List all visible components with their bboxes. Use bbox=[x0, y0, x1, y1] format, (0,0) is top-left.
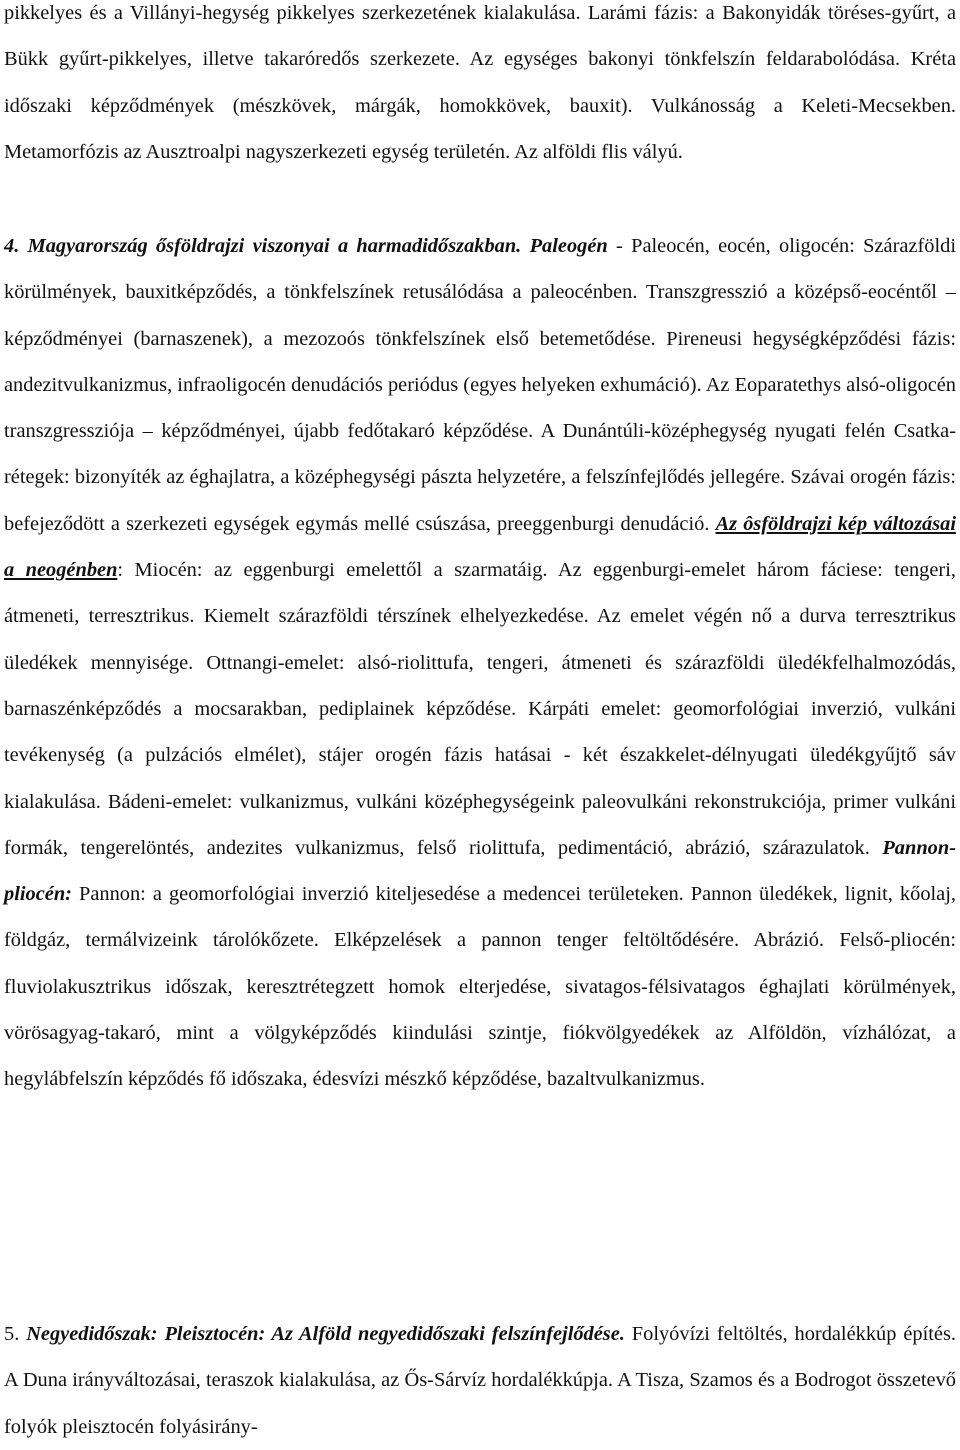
neogen-heading: Az ôsföldrajzi kép változásai a neogénben bbox=[4, 512, 957, 582]
paleogen-text: - Paleocén, eocén, oligocén: Szárazföldi körülmények, bauxitképződés, a tönkfelszínek retusálódása a paleocénben. Transzgresszió a középső-eocéntől – képződményei (barnaszenek), a mezozoós tönkfelszínek első betemetődése. Pireneusi hegységképződési fázis: andezitvulkanizmus, infraoligocén denudációs periódus (egyes helyeken exhumáció). Az Eoparatethys alsó-oligocén transzgressziója – képződményei, újabb fedőtakaró képződése. A Dunántúli-középhegység nyugati felén Csatka-rétegek: bizonyíték az éghajlatra, a középhegységi pászta helyzetére, a felszínfejlődés jellegére. Szávai orogén fázis: befejeződött a szerkezeti egységek egymás mellé csúszása, preeggenburgi denudáció. bbox=[4, 235, 957, 535]
section-number: 4. bbox=[4, 235, 20, 257]
quaternary-text: Folyóvízi feltöltés, hordalékkúp építés. A Duna irányváltozásai, teraszok kialakulása, az Ős-Sárvíz hordalékkúpja. A Tisza, Szamos és a Bodrogot összetevő folyók pleisztocén folyásirány- bbox=[4, 1323, 956, 1438]
paragraph-text: pikkelyes és a Villányi-hegység pikkelyes szerkezetének kialakulása. Larámi fázis: a Bakonyidák töréses-gyűrt, a Bükk gyűrt-pikkelyes, illetve takaróredős szerkezete. Az egységes bakonyi tönkfelszín feldarabolódása. Kréta időszaki képződmények (mészkövek, márgák, homokkövek, bauxit). Vulkánosság a Keleti-Mecsekben. Metamorfózis az Ausztroalpi nagyszerkezeti egység területén. Az alföldi flis vályú. bbox=[4, 2, 956, 163]
paragraph-quaternary bbox=[4, 1311, 956, 1450]
paragraph-mesozoic-tectonics bbox=[4, 0, 956, 175]
section-title: Negyedidőszak: Pleisztocén: Az Alföld negyedidőszaki felszínfejlődése. bbox=[26, 1323, 625, 1345]
section-title: Magyarország ősföldrajzi viszonyai a harmadidőszakban. bbox=[27, 235, 522, 257]
section-number: 5. bbox=[4, 1323, 20, 1345]
paleogen-label: Paleogén bbox=[529, 235, 608, 257]
pannon-pliocene-label: Pannon-pliocén: bbox=[4, 836, 956, 906]
pannon-pliocene-text: Pannon: a geomorfológiai inverzió kiteljesedése a medencei területeken. Pannon üledékek, lignit, kőolaj, földgáz, termálvizeink tárolókőzete. Elképzelések a pannon tenger feltöltődésére. Abrázió. Felső-pliocén: fluviolakusztrikus időszak, keresztrétegzett homok elterjedése, sivatagos-félsivatagos éghajlati körülmények, vörösagyag-takaró, mint a völgyképződés kiindulási szintje, fiókvölgyedékek az Alföldön, vízhálózat, a hegylábfelszín képződés fő időszaka, édesvízi mészkő képződése, bazaltvulkanizmus. bbox=[4, 883, 956, 1091]
paragraph-tertiary-paleogeography bbox=[4, 223, 956, 1103]
miocene-text: : Miocén: az eggenburgi emelettől a szarmatáig. Az eggenburgi-emelet három fáciese: tengeri, átmeneti, terresztrikus. Kiemelt szárazföldi térszínek elhelyezkedése. Az emelet végén nő a durva terresztrikus üledékek mennyisége. Ottnangi-emelet: alsó-riolittufa, tengeri, átmeneti és szárazföldi üledékfelhalmozódás, barnaszénképződés a mocsarakban, pediplainek képződése. Kárpáti emelet: geomorfológiai inverzió, vulkáni tevékenység (a pulzációs elmélet), stájer orogén fázis hatásai - két északkelet-délnyugati üledékgyűjtő sáv kialakulása. Bádeni-emelet: vulkanizmus, vulkáni középhegységeink paleovulkáni rekonstrukciója, primer vulkáni formák, tengerelöntés, andezites vulkanizmus, felső riolittufa, pedimentáció, abrázió, szárazulatok. bbox=[4, 559, 956, 859]
